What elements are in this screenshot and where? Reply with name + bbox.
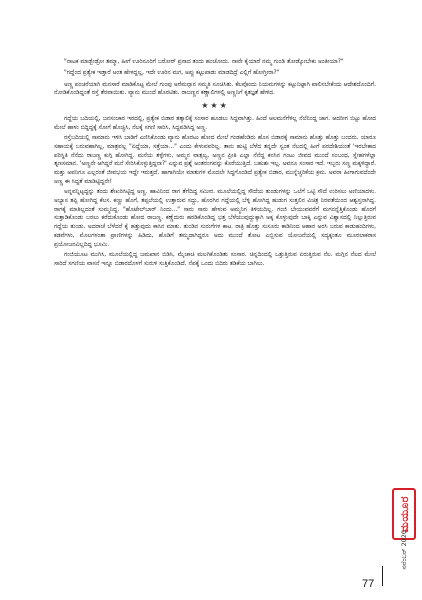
magazine-name: ಮಯೂರ [397, 495, 411, 533]
article-paragraph: "ನಾಟಕ ಮಾಡ್ಬೇಡ್ರೋ ತಮ್ಮಾ, ಹೀಗೆ ಊರಿನೂರಿಗೆ ಬರೋರ್ ಪ್ರಸಾದ ತಂದು ಹಂಚೋದು. ನಾವೇ ಕೈಯಾರೆ ನಮ್ಮ ಗುಂಡಿ ತೋಡ್ಕೋಬೇಕು ಅಂತೀಯಾ?" [64, 59, 344, 65]
article-paragraph: ಅಣ್ಣ ಪಂಚರೆಯಾಗಿ ಮನಸಾರೆ ಮಾಡಿಕೊಟ್ಟ ಮೇಲೆ ಗುಂಪು ಅರೆಮನ್ಸಾನ ಸಮ್ಮತಿ ಸೂಚಿಸಿತು. ಕೆಲವೊಂದು ನಿಯಮಗಳನ್ನು ಕಟ್ಟುನಿಟ್ಟಾಗಿ ಪಾಲಿಸಬೇಕೆಂದು ಆದೇಶದೊಂದಿಗೆ. ನೋಡಿಕೊಂಡಿದ್ದಂತೆ ರಸ್ತೆ ತೆರವಾಯಿತು. ವ್ಯಾನು ಮುಂದೆ ಹೊರಟಿತು. ರಾಜಣ್ಣನ ಕಣ್ಣಾಲಿಗಳಲ್ಲಿ ಅಣ್ಣನಿಗೆ ಕೃತಜ್ಞತೆ ಹೇಳಿದ. [54, 81, 376, 97]
footer-rule [382, 566, 383, 586]
article-column [54, 58, 376, 270]
section-separator: ★★★ [201, 101, 229, 110]
article-paragraph: ಗಂಜಿಯೂಟ ಮುಗಿಸಿ, ಮೂಲೆಯಲ್ಲಿದ್ದ ಜಮಖಾನ ಬಿಡಿಸಿ, ಮೈಚಾಚಿ ಮಲಗಿಕೊಂಡಿತು ಸಂಸಾರ. ಚಿನ್ನದಿಂದಲ್ಲಿ ಒತ್ತುತ್ತಿರುವ ಏರುತ್ತಿರುವ ನೆಲ. ಮಗ್ಗಿನ ನೆಲದ ಮೇಲೆ ಸಾರಿದೆ ಸಗಣಿಯ ವಾಸನೆ ಇನ್ನೂ ಬಿಡಾರದೊಳಗೆ ಸುರುಳಿ ಸುತ್ತಿಕೊಂಡಿದೆ. ನೆಪಕ್ಕೆ ಒಂದು ಬಿದಿರು ತಡಿಕೆಯ ಬಾಗಿಲು. [54, 251, 376, 267]
article-paragraph: ಗದ್ದೆಯ ಬದಿಯಲ್ಲಿ, ಜನಸಂಚಾರ ಇರದಲ್ಲಿ, ಪ್ರತ್ಯೇಕ ಬಿಡಾರ ತತ್ಕಾಲಿಕ್ಕೆ ಸಂಸಾರ ಹೂಡಲು ಸಿದ್ಧವಾಗಿತ್ತು. ಹಿಂದೆ ಆಲಮನೆಗೆಳಿಲ್ಲ ನೆಲೆನಿಂದ್ದ ಜಾಗ. ಆದರೀಗ ಬಿಟ್ಟು ಹೋದ ಮೇಲೆ ಹಾಳು ಬಿದ್ದಿದ್ದಕ್ಕೆ ಸೋಗೆ ಹೊಚ್ಚಿಸಿ, ನೆಲಕ್ಕೆ ಸಗಣಿ ಸಾರಿಸಿ, ಸಿದ್ಧಪಡಿಸಿದ್ದ ಅಣ್ಣ. [54, 116, 376, 131]
issue-date [397, 530, 411, 590]
article-paragraph: ರಸ್ತೆಬದಿಯಲ್ಲಿ ಸಾಮಾನು ಇಳಿಸಿ ಬಾಡಿಗೆ ಎಣಿಸಿಕೊಂಡು ವ್ಯಾನು ಹೊರಟು ಹೋದ ಮೇಲೆ ಗಂಡಹೆಂಡಿರು ಹೊಸ ಬಿಡಾರಕ್ಕೆ ಸಾಮಾನು ಹೊತ್ತು ಹೊತ್ತು ಬಂದರು. ಯಾರೂ ಸಹಾಯಕ್ಕೆ ಬರುವಹಾಗಿಲ್ಲ, ಮಾತ್ರವಲ್ಲ "ಏದ್ದೆಯಾ, ಸತ್ತೆಯಾ..." ಎಂದು ಕೇಳುವವರಿಲ್ಲ. ತಾನು ಹುಟ್ಟಿ ಬೆಳೆದ ತನ್ನದೇ ಸ್ವಂತ ನೆಲದಲ್ಲಿ ಹೀಗೆ ಪರದೇಶಿಯಂತೆ 'ಇರಬೇಕಾದ ಪರಿಸ್ಥಿತಿ ನೆನೆದು ರಾಜಣ್ಣ ಕುಗ್ಗಿ ಹೋಗಿದ್ದ. ಮನೆಯ ತಳ್ಳೆಗಳು, ಅಮ್ಮನ ವಾತ್ಸಲ್ಯ, ಅಣ್ಣನ ಪ್ರೀತಿ ಎಲ್ಲಾ ನೆನೆದ್ದ ಕನಸಿನ ಗಂಟು ಜೀವದ ಮುಂದೆ ಸಂಬಂಧ, ಸ್ನೇಹಗಳೆಲ್ಲಾ ತೃಣಸಮಾನ. 'ಅಣ್ಣನೇ ಆಗಿದ್ದರೆ ಮನೆ ಸೇರಿಸಿಕೊಳ್ಳುತ್ತಿದ್ದನಾ?' ಎನ್ನುವ ಪ್ರಶ್ನೆ ಅಂತರಂಗವನ್ನು ಕೊರೆಯುತ್ತಿದೆ. ಬಹುಶಃ ಇಲ್ಲ. ಅವನೂ ಸಂಸಾರ ಇದೆ. ಇಬ್ಬರು ಸಣ್ಣ ಮಕ್ಕಳಿದ್ದಾರೆ. ಮತ್ತು ಅವನಿಗೂ ಎಲ್ಲರಂತೆ ಜೀವಭಯ ಇದ್ದೇ ಇರುತ್ತದೆ. ಹಾಗಾಗಿಯೇ ಮಾತುಗಳ ಮೊದಲೇ ಸಿದ್ಧಗೊಂಡಿದೆ ಪ್ರತ್ಯೇಕ ಬಿಡಾರ, ಮುನ್ನೆಚ್ಚರಿಕೆಯ ಕ್ರಮ. ಅವರಾ ಹೀಗಾಗುವದೆಂದೇ ಅಣ್ಣ ಈ ಸಿದ್ಧತೆ ಮಾಡಿಟ್ಟಿದ್ದನೇ! [54, 135, 376, 185]
article-paragraph: ಅನ್ನವನ್ನಿಟ್ಟದ್ದನ್ನು ತಂದು ಶೇಖರಿಸಿಟ್ಟಿದ್ದ ಅಣ್ಣ. ಹಾವಿನಿಂದ ರಾಗ ತೆಗೆದಿದ್ದ ಸಮೀರ. ಮೂಲೆಯಲ್ಲಿದ್ದ ಸೌದೆಯ ತುಂಡುಗಳನ್ನು ಒಲೆಗೆ ಒಟ್ಟಿ ಸೌದೆ ಉರಿಸಲು ಅಣಿಯಾದಳು. ಅಭ್ಯಾಸ ತಪ್ಪಿ ಹೋಗಿದ್ದ ಕೆಲಸ. ಕಣ್ಣು ಹೊಗೆ, ತಪ್ಪಲೆಯಲ್ಲಿ ಉತ್ತಾರುವ ಸದ್ದು, ಹೊರಗಿನ ಗದ್ದೆಯಲ್ಲಿ ಬೆಳ್ಳಿ ಹೋಗಿದ್ದ ಹುಡುಗ ಸುತ್ತಲಿನ ವಿಚಿತ್ರ ನಿರವತೆಯಿಂದ ಆಶ್ವಸ್ತನಾಗಿದ್ದ. ರಾಗಕ್ಕೆ ಮಾತಿಲ್ಲದಂತೆ ಸುಮ್ಮನಿದ್ದ. "ಹೊಟೇಲ್‌ಬಾರ್ ನಿಂದು..." ಸಾರು ಸಾರು ಹೇಳುವ ಅಮ್ಮನಿಗ ತಿಳಿಯದಿಲ್ಲ. ಗಂಜಿ ಬೇಯುವವರೆಗೆ ಮಗನನ್ನೆತ್ತಿಕೊಂಡು ಹೊರಗೆ ಸುತ್ತಾಡಿಕೊಂಡು ಬರಲು ಕರೆದುಕೊಂಡು ಹೋದ ರಾಜಣ್ಣ. ಕಣ್ಣೆದುರು ಹರಡಿಕೊಂಡಿದ್ದ ಭತ್ತ ಬೆಳೆಯುವುದ್ದುಕ್ಕಾಗಿ ಅಕ್ಕ ಕೊಳ್ಳುವುದೇ ಬಾಕ್ಕಿ ಎನ್ನುವ ವಿಶ್ವಾಸದಲ್ಲಿ ನಿಲ್ಲುತ್ತಿರುವ ಗದ್ದೆಯ ತುಂಡು. ಅದರಾಚೆ ಬೆಳೆದರೆ ಕೈ ಹತ್ತುವುದು ಕಾಸಿನ ಮಾತು. ತುಂಡಿನ ಸುರುಗೆಗಳ ಕಾಟ. ರಾತ್ರಿ ಹೊತ್ತು ಸುಸೂರು ಕಾಡಿನಿಂದ ಆಹಾರ ಅರಸಿ ಬರುವ ಕಾಡುಹಂದಿಗಳು, ಕಡವೆಗಳು, ಮೊಲಗಳಂತಾ ಪ್ರಾಣಿಗಳನ್ನು ಹಿಡಿದು, ಹೊಡಿಗೆ ತಮ್ಮದಾಗಿದ್ದರೂ ಅದು ಮುಂದೆ ತೋಟ ಎಬ್ಬಿಸುವ ಯೋಜನೆಯಲ್ಲಿ ಸದ್ಯಕ್ಕಂತೂ ಮೂರಲಾಕರಾಸ ಪ್ರಯೋಜನವಿಲ್ಲದಿದ್ದ ಭೂಮಿ. [54, 189, 376, 248]
page-number: 77 [362, 578, 375, 590]
issue-date-text: ನವೆಂಬರ್ 2020 [400, 530, 408, 570]
article-paragraph: "ಗದ್ದೆಂದ ಪ್ರತ್ಯೇಕ ಇಡ್ತಾರೆ ಅಂತ ಹೇಳದ್ದಲ್ಲ, ಇದೇ ಊರಿನ ಮಗ, ಅಪ್ಪು ಕಟ್ಟುಪಾಡು ಮಾಡದಿದ್ರೆ ಎಲ್ಲಿಗೆ ಹೋಗ್ತೀರಾ?" [64, 70, 280, 77]
